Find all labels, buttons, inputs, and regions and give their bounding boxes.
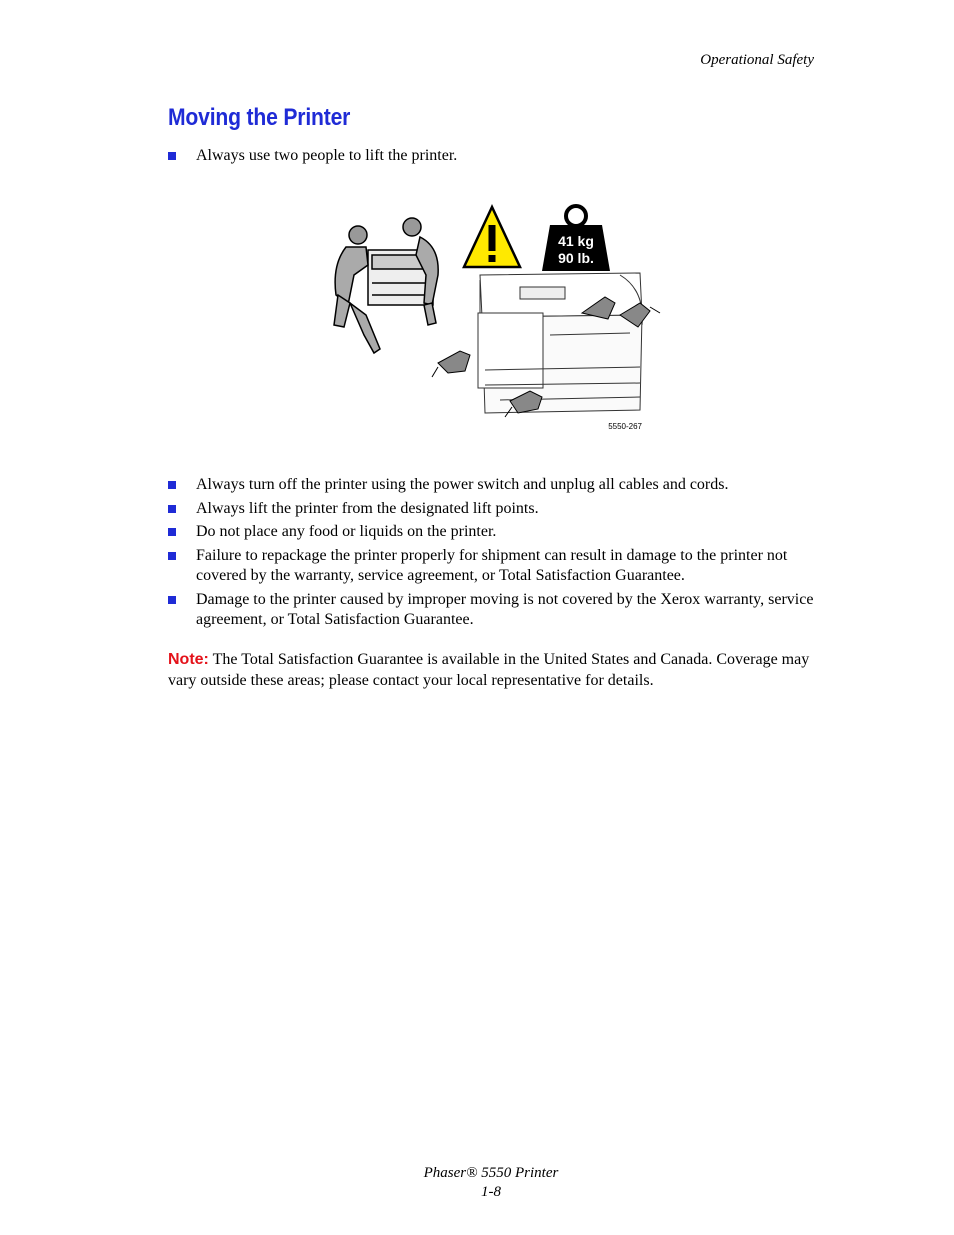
bullet-square-icon	[168, 505, 176, 513]
note-label: Note:	[168, 651, 209, 668]
footer-page-number: 1-8	[481, 1184, 501, 1200]
bullet-square-icon	[168, 552, 176, 560]
bullet-square-icon	[168, 152, 176, 160]
printer-icon	[478, 273, 642, 413]
weight-lb-label: 90 lb.	[558, 250, 594, 266]
warning-triangle-icon	[464, 207, 520, 267]
bullet-text: Failure to repackage the printer properly for shipment can result in damage to the printer not covered by the warranty, service agreement, or Total Satisfaction Guarantee.	[196, 546, 788, 584]
list-item	[168, 546, 818, 587]
list-item	[168, 590, 818, 631]
footer-product: Phaser® 5550 Printer	[423, 1165, 559, 1181]
bullet-list-main	[168, 475, 818, 634]
weight-icon	[542, 206, 610, 271]
page-footer	[0, 1164, 954, 1202]
bullet-text: Always turn off the printer using the power switch and unplug all cables and cords.	[196, 476, 729, 493]
list-item	[168, 499, 818, 520]
list-item	[168, 475, 818, 496]
list-item	[168, 146, 818, 167]
people-lifting-icon	[334, 218, 438, 353]
note-paragraph	[168, 650, 818, 691]
note-text: The Total Satisfaction Guarantee is available in the United States and Canada. Coverage may vary outside these areas; please contact your local representative for details.	[168, 651, 810, 689]
bullet-square-icon	[168, 481, 176, 489]
figure-id: 5550-267	[608, 422, 642, 431]
lifting-illustration	[320, 195, 665, 440]
bullet-list-top	[168, 146, 818, 170]
bullet-text: Do not place any food or liquids on the printer.	[196, 523, 497, 540]
bullet-text: Always lift the printer from the designated lift points.	[196, 499, 539, 517]
bullet-text: Always use two people to lift the printer.	[196, 147, 458, 164]
list-item	[168, 522, 818, 543]
weight-kg-label: 41 kg	[558, 233, 594, 249]
bullet-square-icon	[168, 528, 176, 536]
bullet-text: Damage to the printer caused by improper moving is not covered by the Xerox warranty, service agreement, or Total Satisfaction Guarantee.	[196, 590, 814, 628]
running-header: Operational Safety	[700, 52, 814, 68]
page-title: Moving the Printer	[168, 104, 351, 131]
bullet-square-icon	[168, 596, 176, 604]
